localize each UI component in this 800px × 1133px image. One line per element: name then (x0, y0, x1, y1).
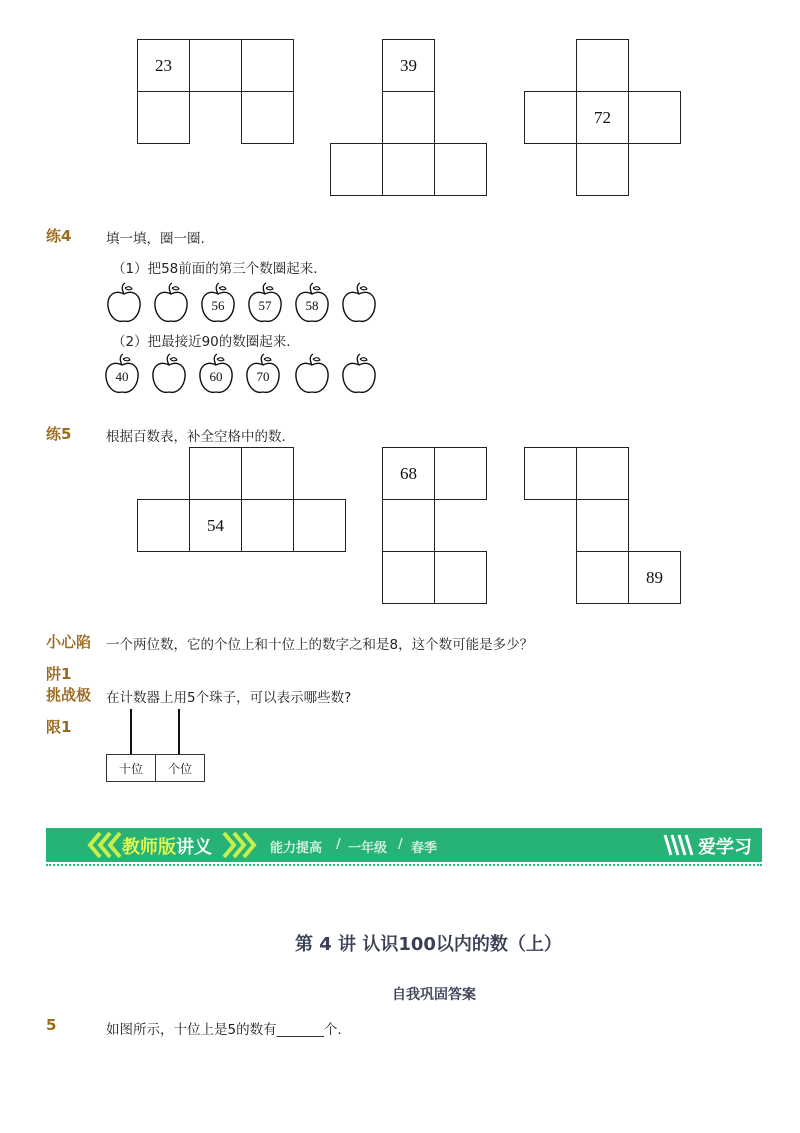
challenge-label-1: 阱1 (46, 665, 72, 683)
grid-cell (576, 39, 629, 92)
header-banner (46, 828, 762, 862)
grid-cell (241, 499, 294, 552)
apple-icon: 40 (104, 353, 140, 395)
apple-icon: 70 (245, 353, 281, 395)
banner-title-b: 讲义 (176, 837, 212, 858)
grid-cell (189, 39, 242, 92)
grid-cell: 39 (382, 39, 435, 92)
banner-sep-2: / (398, 837, 403, 852)
apple-icon: 57 (247, 282, 283, 324)
exercise-4-label: 练4 (46, 227, 72, 245)
chevron-left-icon (86, 831, 126, 859)
banner-sep-1: / (336, 837, 341, 852)
abacus-rod (130, 709, 132, 755)
apple-icon (153, 282, 189, 324)
grid-cell (293, 499, 346, 552)
trap-label: 小心陷 (46, 633, 92, 651)
question-text: 如图所示，十位上是5的数有_______个. (106, 1022, 342, 1038)
exercise-5-label: 练5 (46, 425, 72, 443)
exercise-4-q2: （2）把最接近90的数圈起来. (112, 334, 291, 350)
exercise-4-instruction: 填一填，圈一圈. (106, 231, 205, 247)
apple-icon: 58 (294, 282, 330, 324)
banner-divider (46, 864, 762, 866)
apple-icon: 56 (200, 282, 236, 324)
apple-icon (151, 353, 187, 395)
grid-cell: 89 (628, 551, 681, 604)
grid-cell (241, 91, 294, 144)
banner-sub-2: 一年级 (348, 841, 388, 856)
banner-sub-3: 春季 (411, 841, 438, 856)
apple-icon (341, 282, 377, 324)
trap-question: 一个两位数，它的个位上和十位上的数字之和是8，这个数可能是多少？ (106, 637, 534, 653)
abacus-rod (178, 709, 180, 755)
grid-cell: 23 (137, 39, 190, 92)
apple-icon (294, 353, 330, 395)
challenge-label-2: 挑战极 (46, 686, 92, 704)
grid-cell (576, 551, 629, 604)
abacus-tens-label: 十位 (106, 754, 156, 782)
lecture-title: 第 4 讲 认识100以内的数（上） (295, 934, 562, 955)
challenge-label-3: 限1 (46, 718, 72, 736)
abacus-ones-label: 个位 (155, 754, 205, 782)
grid-cell (576, 499, 629, 552)
grid-cell (382, 551, 435, 604)
grid-cell (382, 499, 435, 552)
apple-icon (341, 353, 377, 395)
challenge-question: 在计数器上用5个珠子，可以表示哪些数? (106, 690, 352, 706)
grid-cell (137, 499, 190, 552)
grid-cell (382, 91, 435, 144)
chevron-right-icon (218, 831, 258, 859)
lecture-subtitle: 自我巩固答案 (392, 987, 476, 1003)
brand-name: 爱学习 (698, 837, 752, 858)
banner-title (122, 833, 212, 859)
grid-cell (434, 143, 487, 196)
question-number: 5 (46, 1016, 57, 1034)
banner-sub-1: 能力提高 (270, 841, 323, 856)
brand-logo-icon (662, 832, 696, 858)
grid-cell (434, 447, 487, 500)
grid-cell (524, 447, 577, 500)
grid-cell: 72 (576, 91, 629, 144)
apple-icon: 60 (198, 353, 234, 395)
grid-cell (330, 143, 383, 196)
grid-cell (524, 91, 577, 144)
grid-cell (576, 447, 629, 500)
grid-cell: 54 (189, 499, 242, 552)
apple-icon (106, 282, 142, 324)
banner-title-a: 教师版 (122, 837, 176, 858)
exercise-5-instruction: 根据百数表，补全空格中的数. (106, 429, 286, 445)
grid-cell: 68 (382, 447, 435, 500)
exercise-4-q1: （1）把58前面的第三个数圈起来. (112, 261, 318, 277)
grid-cell (189, 447, 242, 500)
grid-cell (137, 91, 190, 144)
grid-cell (576, 143, 629, 196)
grid-cell (434, 551, 487, 604)
grid-cell (382, 143, 435, 196)
grid-cell (628, 91, 681, 144)
grid-cell (241, 447, 294, 500)
grid-cell (241, 39, 294, 92)
